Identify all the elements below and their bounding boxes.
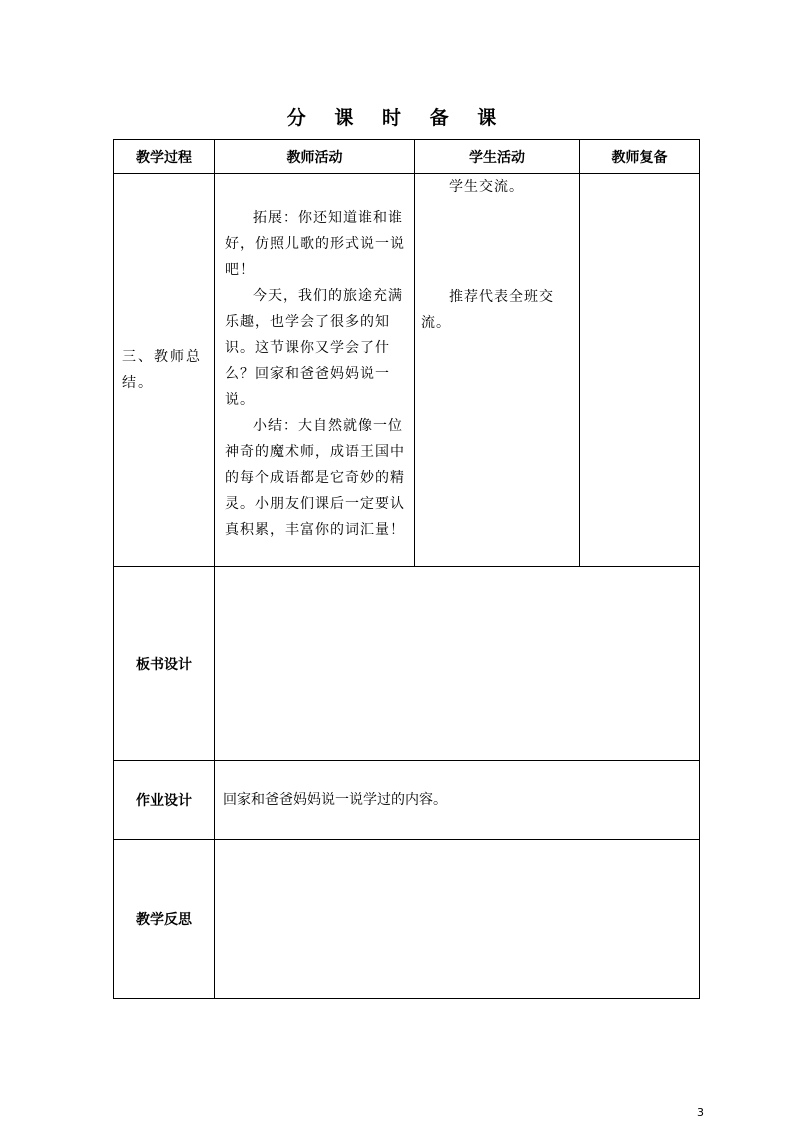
page-number: 3 [697,1106,704,1119]
homework-row [114,761,700,840]
teacher-paragraph: 小结：大自然就像一位神奇的魔术师，成语王国中的每个成语都是它奇妙的精灵。小朋友们课后一定要认真积累，丰富你的词汇量！ [225,418,405,538]
board-design-label: 板书设计 [114,567,215,761]
homework-label: 作业设计 [114,761,215,840]
stage-label: 三、教师总结。 [114,174,215,567]
reflection-label: 教学反思 [114,840,215,999]
teacher-paragraph: 今天，我们的旅途充满乐趣，也学会了很多的知识。这节课你又学会了什么？回家和爸爸妈妈说一说。 [225,288,403,408]
header-row [114,140,700,174]
header-process: 教学过程 [114,140,215,174]
board-design-content [215,567,700,761]
process-row [114,174,700,567]
homework-content: 回家和爸爸妈妈说一说学过的内容。 [215,761,700,840]
board-design-row [114,567,700,761]
teacher-review-cell [580,174,700,567]
reflection-content [215,840,700,999]
reflection-row [114,840,700,999]
student-activity-cell [415,174,580,567]
student-paragraph: 推荐代表全班交流。 [421,289,554,331]
student-paragraph: 学生交流。 [449,179,524,195]
page-title: 分 课 时 备 课 [286,107,508,129]
lesson-plan-table [113,139,700,999]
teacher-paragraph: 拓展：你还知道谁和谁好，仿照儿歌的形式说一说吧！ [225,210,405,278]
header-student-activity: 学生活动 [415,140,580,174]
teacher-activity-cell [215,174,415,567]
header-teacher-review: 教师复备 [580,140,700,174]
header-teacher-activity: 教师活动 [215,140,415,174]
